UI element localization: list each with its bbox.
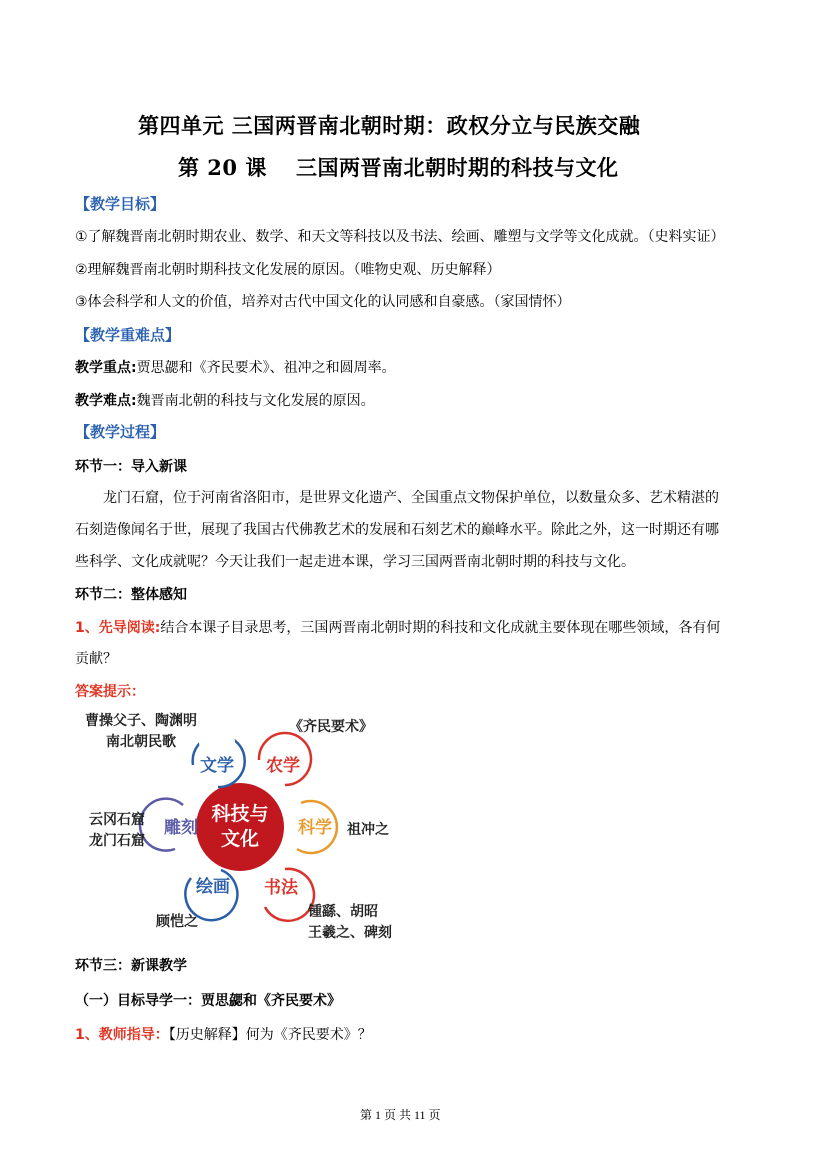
step2-title: 环节二：整体感知 [75, 587, 187, 603]
center-circle [196, 783, 284, 871]
science-note: 祖冲之 [347, 822, 389, 838]
preread-text: 结合本课子目录思考，三国两晋南北朝时期的科技和文化成就主要体现在哪些领域，各有何 [160, 620, 721, 636]
page-number: 第 1 页 共 11 页 [360, 1108, 441, 1122]
sculpture-note-2: 龙门石窟 [89, 833, 145, 849]
calligraphy-note-2: 王羲之、碑刻 [308, 925, 392, 941]
goal-item-2: ②理解魏晋南北朝时期科技文化发展的原因。（唯物史观、历史解释） [75, 262, 501, 278]
goal-item-1: ①了解魏晋南北朝时期农业、数学、和天文等科技以及书法、绘画、雕塑与文学等文化成就。（史料实证） [75, 229, 725, 245]
intro-line-1: 龙门石窟，位于河南省洛阳市，是世界文化遗产、全国重点文物保护单位，以数量众多、艺术精湛的 [103, 490, 719, 506]
lesson-number: 第 20 课 [178, 155, 267, 180]
agriculture-note: 《齐民要术》 [289, 719, 373, 735]
process-heading: 【教学过程】 [75, 423, 166, 441]
step3-title: 环节三：新课教学 [75, 958, 187, 974]
node-agriculture-label: 农学 [266, 756, 300, 776]
literature-note-1: 曹操父子、陶渊明 [85, 713, 197, 729]
node-sculpture [140, 799, 198, 851]
objective-1: （一）目标导学一：贾思勰和《齐民要术》 [75, 993, 341, 1009]
preread-line-2: 贡献？ [75, 651, 117, 667]
center-label-line1: 科技与 [211, 803, 269, 825]
lesson-title: 三国两晋南北朝时期的科技与文化 [296, 155, 619, 180]
mind-map-diagram [75, 703, 405, 948]
preread-line-1 [75, 617, 720, 637]
step1-title: 环节一：导入新课 [75, 459, 187, 475]
focus-line [75, 357, 396, 377]
focus-text: 贾思勰和《齐民要术》、祖冲之和圆周率。 [136, 360, 396, 376]
focus-label: 教学重点: [75, 360, 137, 376]
node-literature-label: 文学 [200, 756, 234, 776]
difficulty-label: 教学难点: [75, 393, 137, 409]
difficulty-text: 魏晋南北朝的科技与文化发展的原因。 [136, 393, 375, 409]
node-calligraphy-label: 书法 [264, 878, 298, 898]
sculpture-note-1: 云冈石窟 [89, 812, 145, 828]
key-points-heading: 【教学重难点】 [75, 326, 181, 344]
difficulty-line [75, 390, 375, 410]
node-science [297, 801, 337, 853]
intro-line-2: 石刻造像闻名于世，展现了我国古代佛教艺术的发展和石刻艺术的巅峰水平。除此之外，这一时期还有哪 [75, 522, 719, 538]
node-science-label: 科学 [298, 818, 332, 838]
teacher-label: 1、教师指导： [75, 1027, 169, 1043]
node-literature-bg [199, 724, 235, 760]
unit-title: 第四单元 三国两晋南北朝时期：政权分立与民族交融 [138, 113, 641, 138]
answer-label: 答案提示： [75, 684, 145, 700]
teacher-guide-line [75, 1024, 372, 1044]
teacher-text: 【历史解释】何为《齐民要术》？ [168, 1027, 372, 1043]
literature-note-2: 南北朝民歌 [106, 734, 176, 750]
goal-item-3: ③体会科学和人文的价值，培养对古代中国文化的认同感和自豪感。（家国情怀） [75, 294, 571, 310]
node-calligraphy [264, 869, 314, 921]
goals-heading: 【教学目标】 [75, 195, 166, 213]
intro-line-3: 些科学、文化成就呢？今天让我们一起走进本课，学习三国两晋南北朝时期的科技与文化。 [75, 554, 635, 570]
node-sculpture-label: 雕刻 [164, 818, 198, 838]
node-painting [185, 870, 237, 920]
calligraphy-note-1: 锺繇、胡昭 [308, 904, 378, 920]
center-label-line2: 文化 [220, 828, 260, 850]
node-painting-label: 绘画 [196, 877, 230, 897]
node-agriculture [259, 733, 311, 785]
preread-label: 1、先导阅读: [75, 620, 161, 636]
node-literature [193, 724, 245, 787]
painting-note: 顾恺之 [156, 914, 198, 930]
